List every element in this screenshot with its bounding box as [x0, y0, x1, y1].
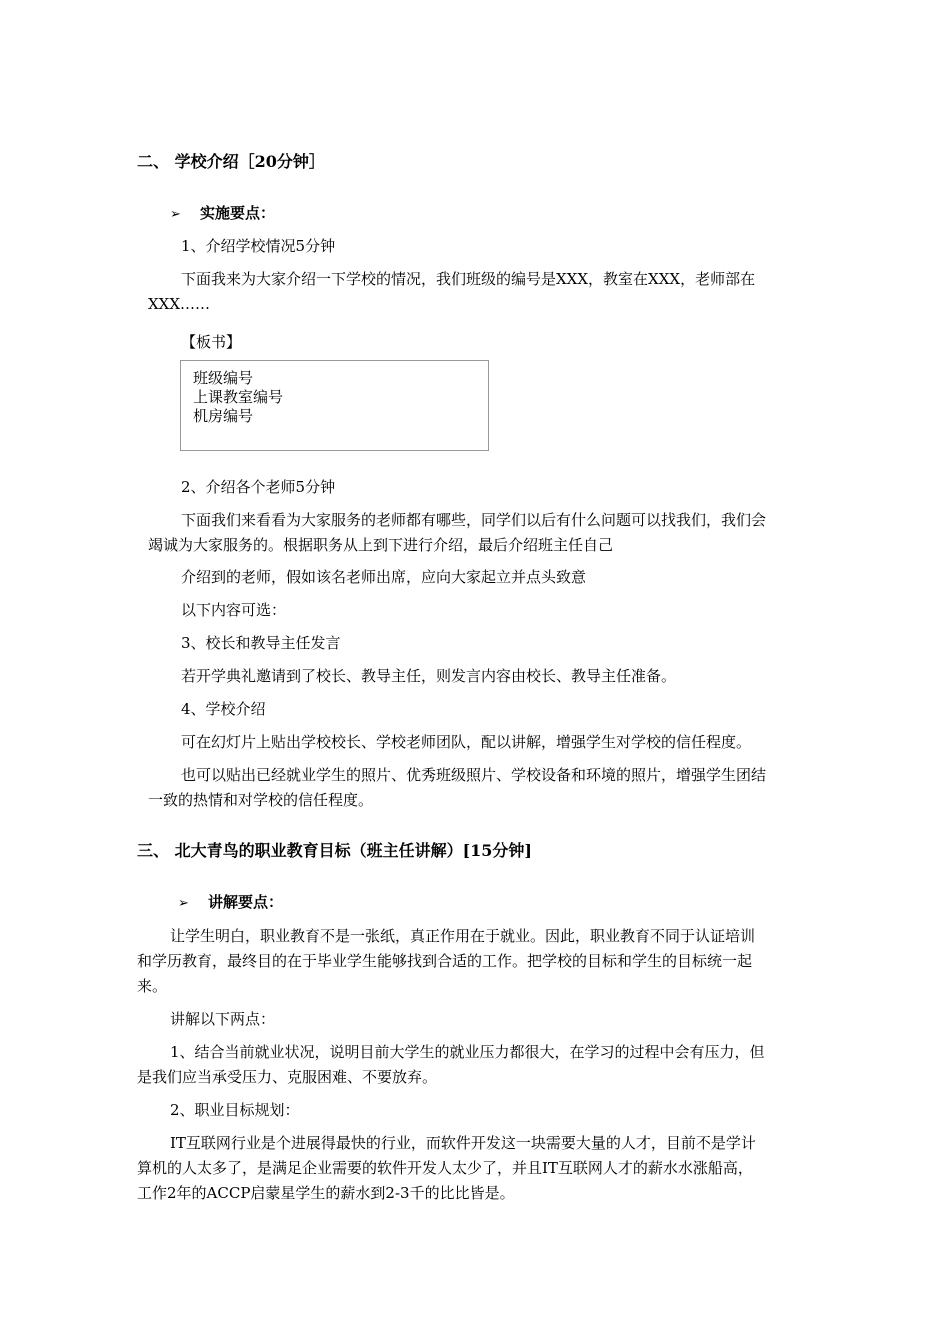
- item-1: 1、介绍学校情况5分钟: [181, 237, 336, 255]
- item-4: 4、学校介绍: [181, 700, 266, 718]
- para-1-line-1: 下面我来为大家介绍一下学校的情况，我们班级的编号是XXX，教室在XXX，老师部在: [181, 270, 756, 288]
- para-6-line-1: 也可以贴出已经就业学生的照片、优秀班级照片、学校设备和环境的照片，增强学生团结: [181, 766, 767, 784]
- point-1-line-1: 1、结合当前就业状况，说明目前大学生的就业压力都很大，在学习的过程中会有压力，但: [170, 1043, 765, 1061]
- para-2-line-2: 竭诚为大家服务的。根据职务从上到下进行介绍，最后介绍班主任自己: [148, 536, 614, 554]
- board-box: [180, 360, 489, 451]
- s3-para-1-line-1: 让学生明白，职业教育不是一张纸，真正作用在于就业。因此，职业教育不同于认证培训: [170, 927, 756, 945]
- arrow-bullet-icon: ➢: [170, 207, 181, 222]
- section-2-heading: 二、 学校介绍［20分钟］: [137, 152, 325, 171]
- para-3: 介绍到的老师，假如该名老师出席，应向大家起立并点头致意: [181, 568, 587, 586]
- s3-para-2-line-1: IT互联网行业是个进展得最快的行业，而软件开发这一块需要大量的人才，目前不是学计: [170, 1134, 756, 1152]
- para-5: 可在幻灯片上贴出学校校长、学校老师团队，配以讲解，增强学生对学校的信任程度。: [181, 733, 752, 751]
- section-3-point-row: [178, 892, 283, 914]
- point-2: 2、职业目标规划：: [170, 1101, 300, 1119]
- section-3-heading: 三、 北大青鸟的职业教育目标（班主任讲解）[15分钟]: [137, 841, 532, 860]
- board-label: 【板书】: [181, 333, 242, 351]
- para-2-line-1: 下面我们来看看为大家服务的老师都有哪些，同学们以后有什么问题可以找我们，我们会: [181, 511, 767, 529]
- board-line: 班级编号: [193, 369, 254, 387]
- s3-para-2-line-3: 工作2年的ACCP启蒙星学生的薪水到2-3千的比比皆是。: [137, 1184, 515, 1202]
- para-6-line-2: 一致的热情和对学校的信任程度。: [148, 791, 374, 809]
- para-1-line-2: XXX……: [148, 295, 211, 313]
- section-3-point-label: 讲解要点：: [208, 893, 284, 911]
- section-2-point-row: [170, 203, 275, 225]
- optional-label: 以下内容可选：: [181, 601, 287, 619]
- explain-label: 讲解以下两点：: [170, 1010, 276, 1028]
- s3-para-2-line-2: 算机的人太多了，是满足企业需要的软件开发人太少了，并且IT互联网人才的薪水水涨船高，: [137, 1159, 753, 1177]
- para-4: 若开学典礼邀请到了校长、教导主任，则发言内容由校长、教导主任准备。: [181, 667, 677, 685]
- item-2: 2、介绍各个老师5分钟: [181, 478, 336, 496]
- point-1-line-2: 是我们应当承受压力、克服困难、不要放弃。: [137, 1068, 438, 1086]
- s3-para-1-line-3: 来。: [137, 977, 168, 995]
- s3-para-1-line-2: 和学历教育，最终目的在于毕业学生能够找到合适的工作。把学校的目标和学生的目标统一起: [137, 952, 753, 970]
- item-3: 3、校长和教导主任发言: [181, 634, 341, 652]
- board-line: 上课教室编号: [193, 388, 284, 406]
- section-2-point-label: 实施要点：: [200, 204, 276, 222]
- board-line: 机房编号: [193, 407, 254, 425]
- arrow-bullet-icon: ➢: [178, 896, 189, 911]
